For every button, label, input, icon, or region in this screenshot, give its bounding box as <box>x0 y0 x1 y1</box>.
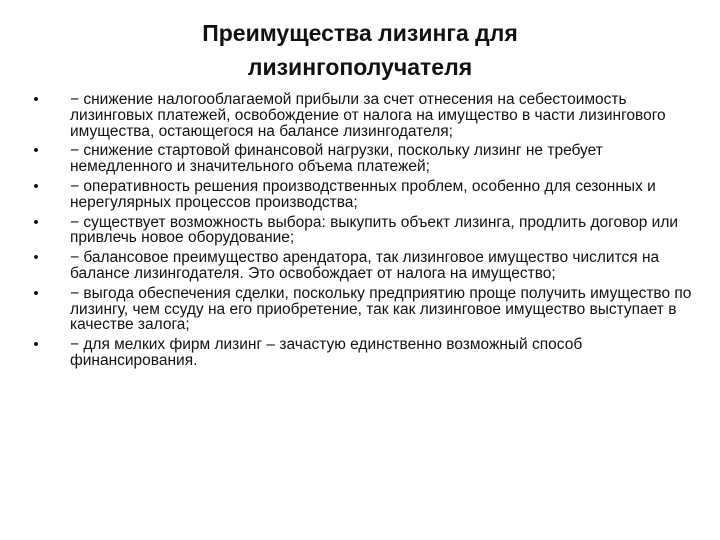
list-item-text: − балансовое преимущество арендатора, так лизинговое имущество числится на балансе лизингодателя. Это освобождает от налога на имущество; <box>70 249 660 282</box>
list-item <box>30 179 700 211</box>
advantages-list <box>30 92 700 373</box>
list-item <box>30 250 700 282</box>
bullet-icon: • <box>33 91 39 108</box>
list-item-text: − для мелких фирм лизинг – зачастую единственно возможный способ финансирования. <box>70 336 583 369</box>
list-item <box>30 92 700 139</box>
list-item-text: − выгода обеспечения сделки, поскольку предприятию проще получить имущество по лизингу, чем ссуду на его приобретение, так как лизинговое имущество выступает в качестве залога; <box>70 284 692 334</box>
list-item <box>30 286 700 333</box>
list-item-text: − оперативность решения производственных проблем, особенно для сезонных и нерегулярных процессов производства; <box>70 177 656 211</box>
list-item <box>30 143 700 175</box>
bullet-icon: • <box>33 284 39 302</box>
list-item-text: − снижение стартовой финансовой нагрузки, поскольку лизинг не требует немедленного и значительного объема платежей; <box>70 142 603 176</box>
list-item-text: − снижение налогооблагаемой прибыли за счет отнесения на себестоимость лизинговых платежей, освобождение от налога на имущество в части лизингового имущества, остающегося на балансе лизингодателя; <box>70 91 666 140</box>
bullet-icon: • <box>33 177 39 195</box>
list-item <box>30 215 700 247</box>
list-item <box>30 337 700 369</box>
slide-title-line-1: Преимущества лизинга для <box>202 20 518 46</box>
bullet-icon: • <box>33 249 39 267</box>
list-item-text: − существует возможность выбора: выкупить объект лизинга, продлить договор или привлечь новое оборудование; <box>70 213 679 247</box>
bullet-icon: • <box>33 336 39 354</box>
bullet-icon: • <box>33 142 39 160</box>
bullet-icon: • <box>33 213 39 231</box>
slide-title <box>60 16 660 84</box>
slide-title-line-2: лизингополучателя <box>247 54 473 80</box>
